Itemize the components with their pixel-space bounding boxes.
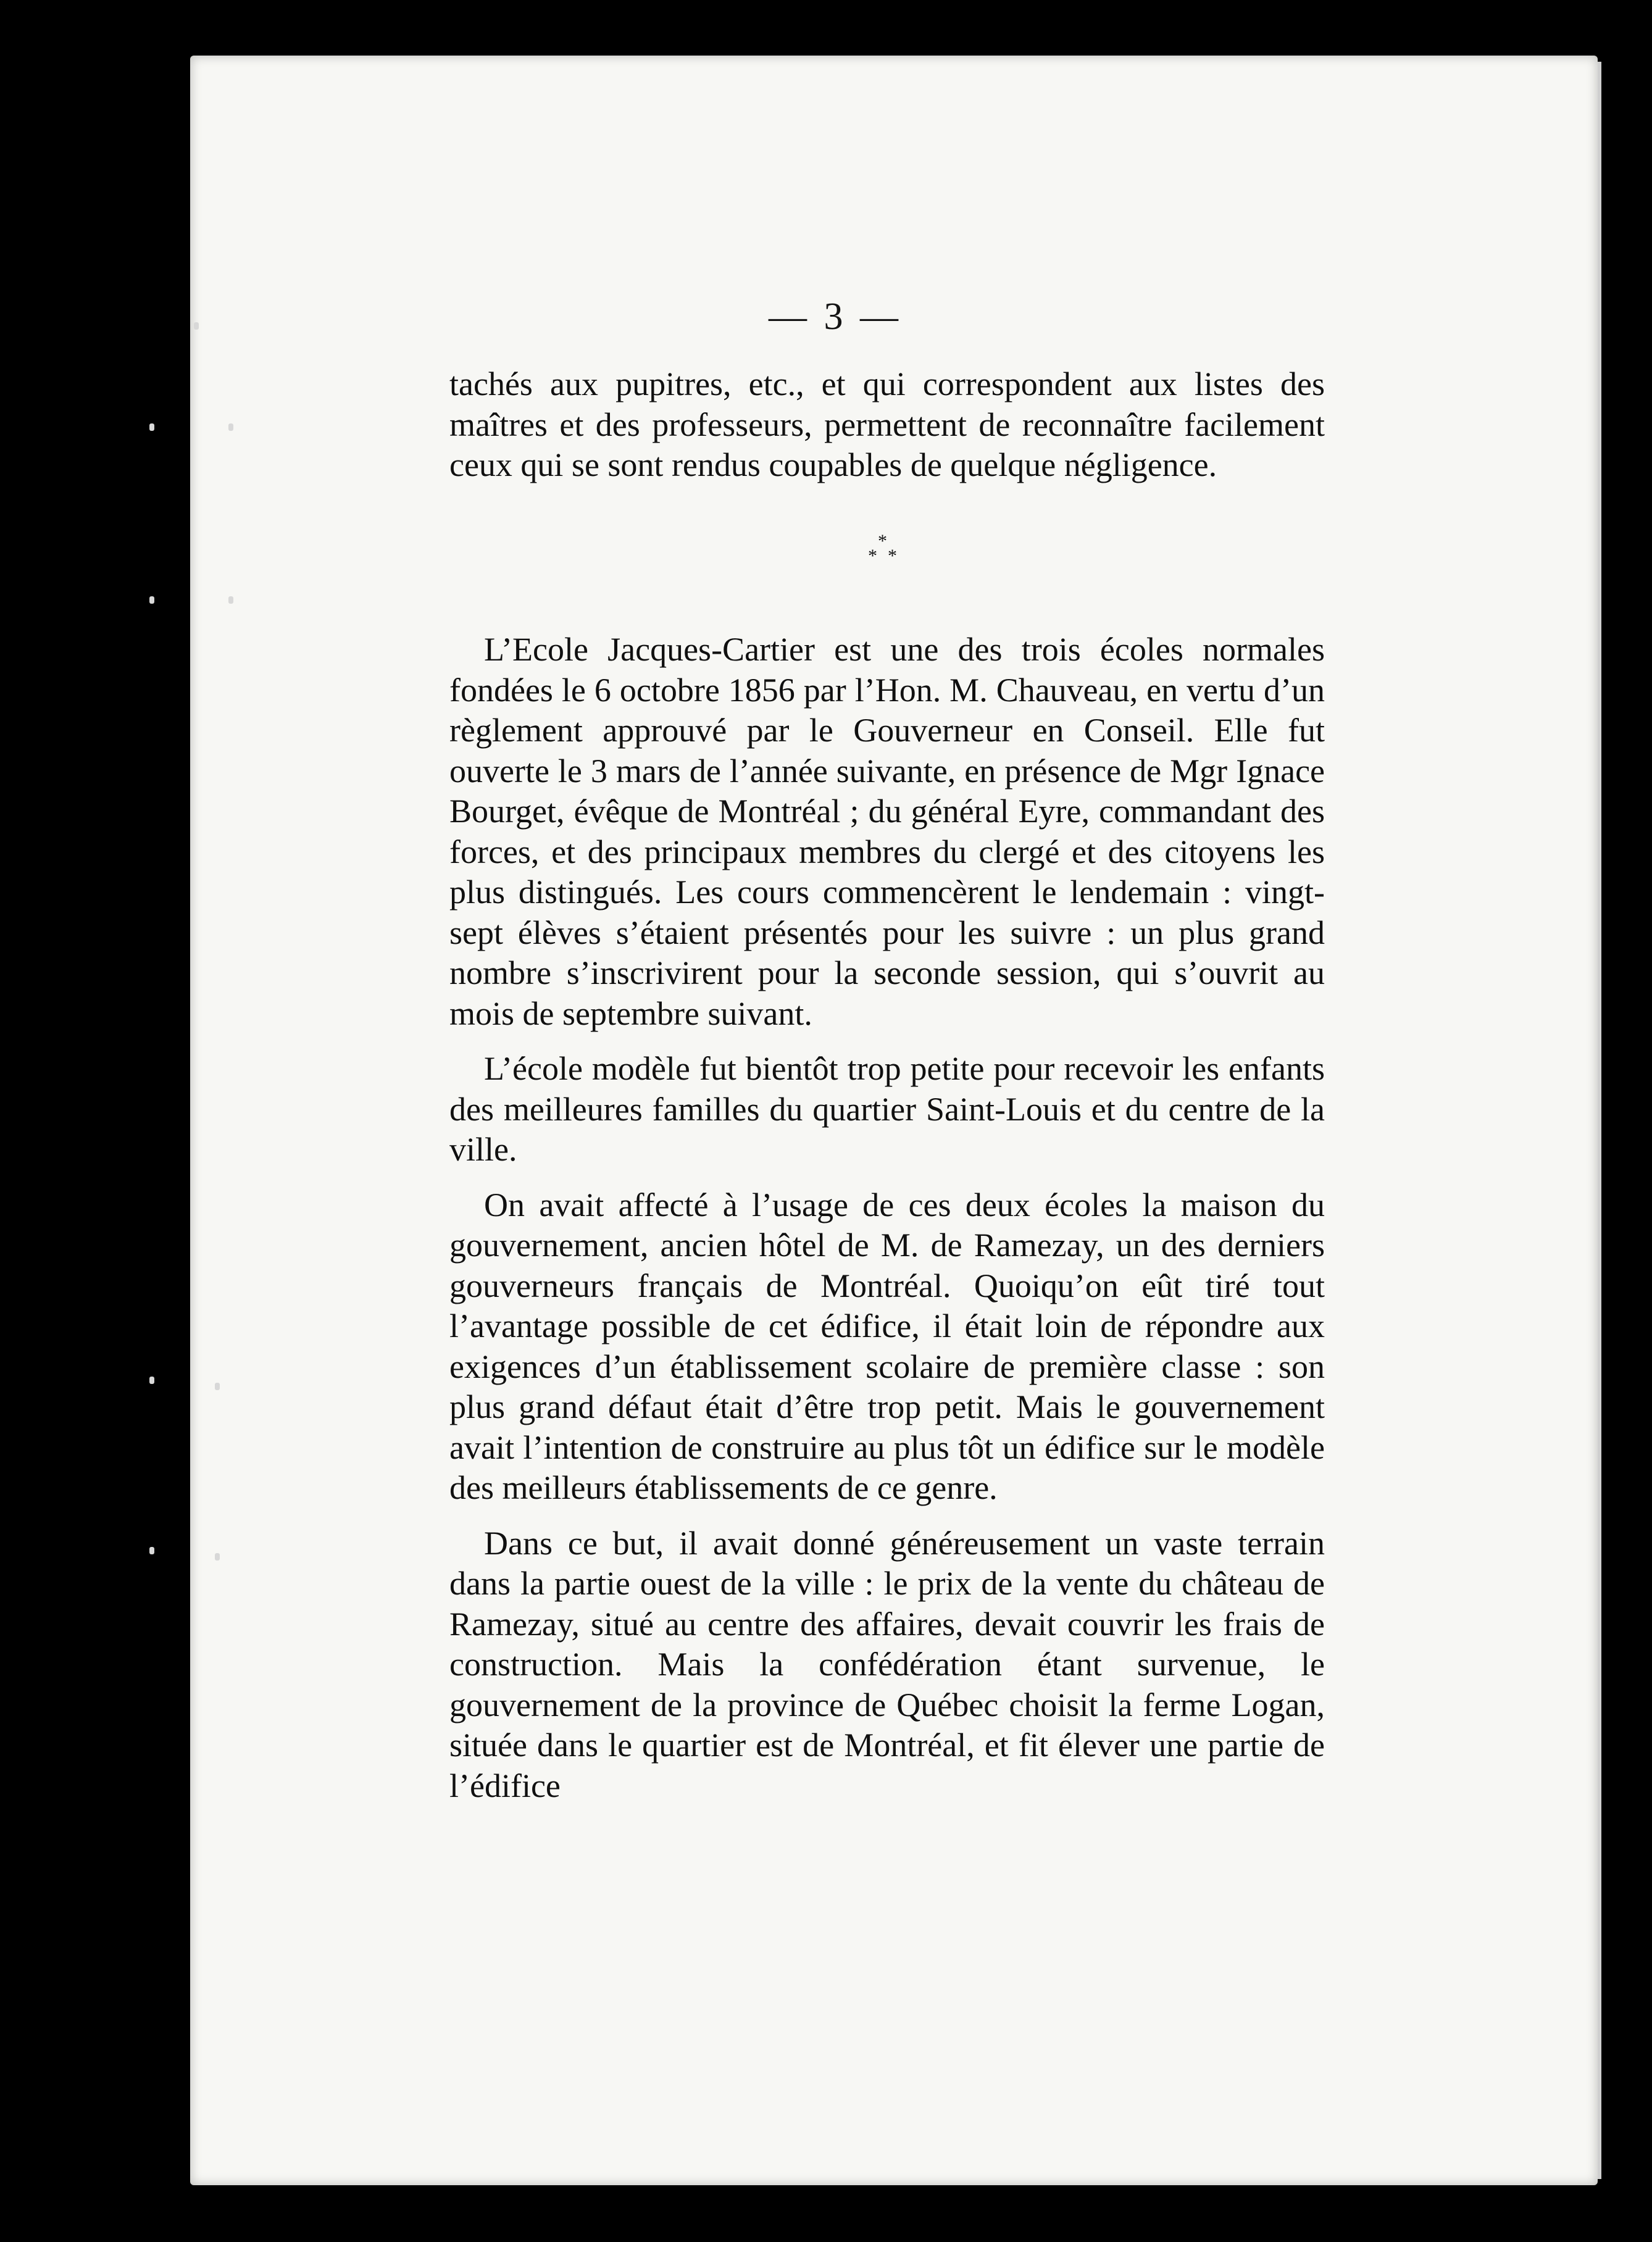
paragraph: Dans ce but, il avait donné généreusement un vaste terrain dans la partie ouest de la ville : le prix de la vente du château de Ramezay, situé au centre des affaires, devait couvrir les frais de construction. Mais la confédération étant survenue, le gouvernement de la province de Québec choisit la ferme Logan, située dans le quartier est de Montréal, et fit élever une partie de l’édifice	[449, 1524, 1325, 1804]
margin-speck	[215, 1553, 220, 1561]
paragraph: L’école modèle fut bientôt trop petite pour recevoir les enfants des meilleures familles du quartier Saint-Louis et du centre de la ville.	[449, 1050, 1325, 1168]
margin-speck	[215, 1383, 220, 1390]
section-asterism	[864, 532, 901, 569]
main-text	[449, 630, 1325, 1821]
paragraph: tachés aux pupitres, etc., et qui correspondent aux listes des maîtres et des professeurs, permettent de reconnaître facilement ceux qui se sont rendus coupables de quelque négligence.	[449, 365, 1325, 483]
asterism-star: *	[868, 546, 877, 566]
asterism-star: *	[878, 531, 887, 551]
continued-paragraph	[449, 364, 1325, 486]
margin-speck	[149, 1547, 154, 1554]
page-number: — 3 —	[769, 296, 902, 338]
paragraph: L’Ecole Jacques-Cartier est une des trois écoles normales fondées le 6 octobre 1856 par l’Hon. M. Chauveau, en vertu d’un règlement approuvé par le Gouverneur en Conseil. Elle fut ouverte le 3 mars de l’année suivante, en présence de Mgr Ignace Bourget, évêque de Montréal ; du général Eyre, commandant des forces, et des principaux membres du clergé et des citoyens les plus distingués. Les cours commencèrent le lendemain : vingt-sept élèves s’étaient présentés pour les suivre : un plus grand nombre s’inscrivirent pour la seconde session, qui s’ouvrit au mois de septembre suivant.	[449, 631, 1325, 1032]
margin-speck	[149, 423, 154, 431]
margin-speck	[149, 1377, 154, 1384]
margin-speck	[149, 596, 154, 604]
asterism-star: *	[888, 546, 897, 566]
page-edge	[1598, 62, 1601, 2179]
margin-speck	[228, 423, 233, 431]
paragraph: On avait affecté à l’usage de ces deux écoles la maison du gouvernement, ancien hôtel de M. de Ramezay, un des derniers gouverneurs français de Montréal. Quoiqu’on eût tiré tout l’avantage possible de cet édifice, il était loin de répondre aux exigences d’un établissement scolaire de première classe : son plus grand défaut était d’être trop petit. Mais le gouvernement avait l’intention de construire au plus tôt un édifice sur le modèle des meilleurs établissements de ce genre.	[449, 1186, 1325, 1506]
margin-speck	[228, 596, 233, 604]
